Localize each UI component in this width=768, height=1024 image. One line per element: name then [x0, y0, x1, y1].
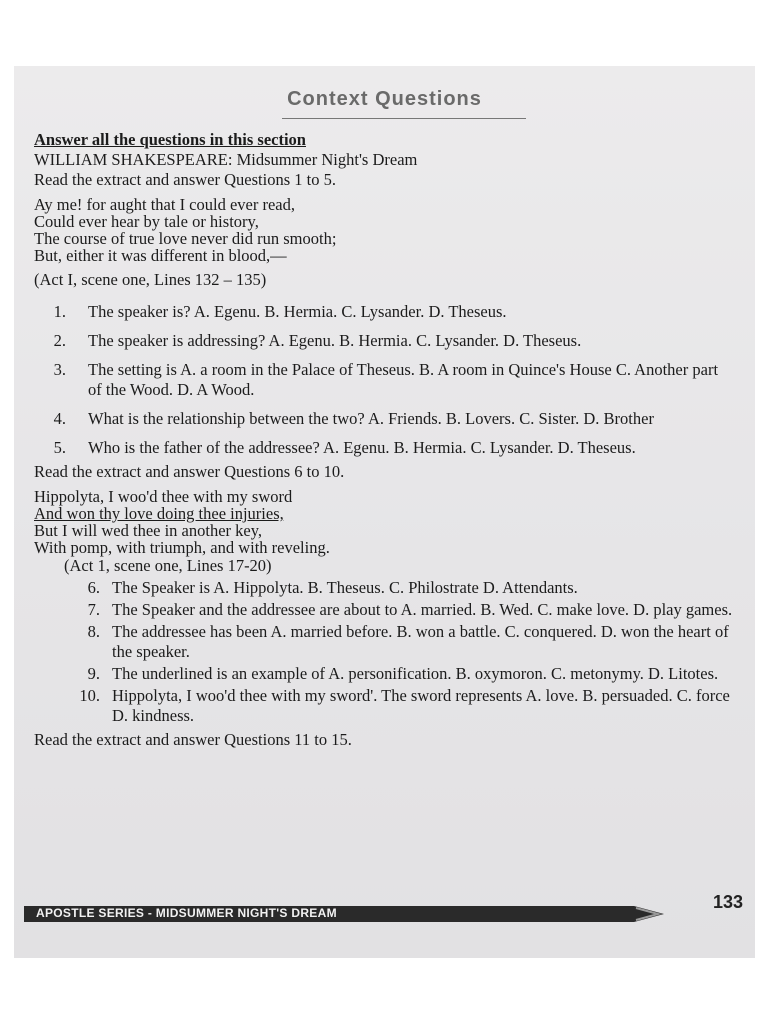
question-number: 4. — [53, 409, 66, 428]
subject-heading: WILLIAM SHAKESPEARE: Midsummer Night's Dream — [34, 150, 418, 169]
extract2-reference: (Act 1, scene one, Lines 17-20) — [64, 556, 272, 575]
question-number: 5. — [53, 438, 66, 457]
extract2-line: Hippolyta, I woo'd thee with my sword — [34, 487, 293, 506]
question-number: 8. — [87, 622, 100, 641]
question-text: What is the relationship between the two? A. Friends. B. Lovers. C. Sister. D. Brother — [88, 409, 654, 428]
extract1-poem — [34, 196, 734, 264]
question-text: The setting is A. a room in the Palace of Theseus. B. A room in Quince's House C. Another part of the Wood. D. A Wood. — [88, 360, 719, 399]
extract1-line: Could ever hear by tale or history, — [34, 212, 259, 231]
question-item — [34, 664, 734, 684]
extract2-lead: Read the extract and answer Questions 6 to 10. — [34, 462, 345, 481]
question-item — [34, 331, 734, 351]
question-number: 3. — [53, 360, 66, 379]
question-item — [34, 686, 734, 726]
section-instruction: Answer all the questions in this section — [34, 130, 306, 149]
question-text: The underlined is an example of A. personification. B. oxymoron. C. metonymy. D. Litotes. — [112, 664, 719, 683]
footer-series-title: APOSTLE SERIES - MIDSUMMER NIGHT'S DREAM — [36, 906, 337, 920]
book-page — [14, 66, 755, 958]
question-item — [34, 302, 734, 322]
extract1-line: Ay me! for aught that I could ever read, — [34, 195, 296, 214]
page-title: Context Questions — [287, 88, 482, 110]
extract1-line: But, either it was different in blood,— — [34, 246, 287, 265]
question-number: 2. — [53, 331, 66, 350]
extract2-questions — [34, 578, 734, 726]
extract2-poem — [34, 488, 734, 556]
extract2-underlined-line: And won thy love doing thee injuries, — [34, 504, 284, 523]
question-item — [34, 622, 734, 662]
question-item — [34, 360, 734, 400]
extract2-line: But I will wed thee in another key, — [34, 521, 263, 540]
question-number: 7. — [87, 600, 100, 619]
question-item — [34, 600, 734, 620]
question-number: 6. — [87, 578, 100, 597]
question-number: 9. — [87, 664, 100, 683]
extract2-line: With pomp, with triumph, and with reveling. — [34, 538, 330, 557]
page-number: 133 — [712, 892, 743, 912]
question-item — [34, 438, 734, 458]
question-item — [34, 578, 734, 598]
title-underline — [282, 118, 526, 119]
extract3-lead: Read the extract and answer Questions 11 to 15. — [34, 730, 352, 749]
extract1-line: The course of true love never did run smooth; — [34, 229, 337, 248]
question-text: Hippolyta, I woo'd thee with my sword'. The sword represents A. love. B. persuaded. C. force D. kindness. — [112, 686, 730, 725]
question-text: Who is the father of the addressee? A. Egenu. B. Hermia. C. Lysander. D. Theseus. — [88, 438, 636, 457]
extract1-questions — [34, 302, 734, 458]
question-item — [34, 409, 734, 429]
extract1-reference: (Act I, scene one, Lines 132 – 135) — [34, 270, 267, 289]
question-text: The speaker is? A. Egenu. B. Hermia. C. Lysander. D. Theseus. — [88, 302, 507, 321]
question-number: 10. — [79, 686, 100, 705]
question-text: The Speaker and the addressee are about to A. married. B. Wed. C. make love. D. play games. — [112, 600, 733, 619]
page-content — [34, 130, 734, 750]
question-text: The Speaker is A. Hippolyta. B. Theseus. C. Philostrate D. Attendants. — [112, 578, 578, 597]
question-number: 1. — [53, 302, 66, 321]
question-text: The speaker is addressing? A. Egenu. B. Hermia. C. Lysander. D. Theseus. — [88, 331, 582, 350]
question-text: The addressee has been A. married before. B. won a battle. C. conquered. D. won the heart of the speaker. — [112, 622, 729, 661]
extract1-lead: Read the extract and answer Questions 1 to 5. — [34, 170, 336, 189]
